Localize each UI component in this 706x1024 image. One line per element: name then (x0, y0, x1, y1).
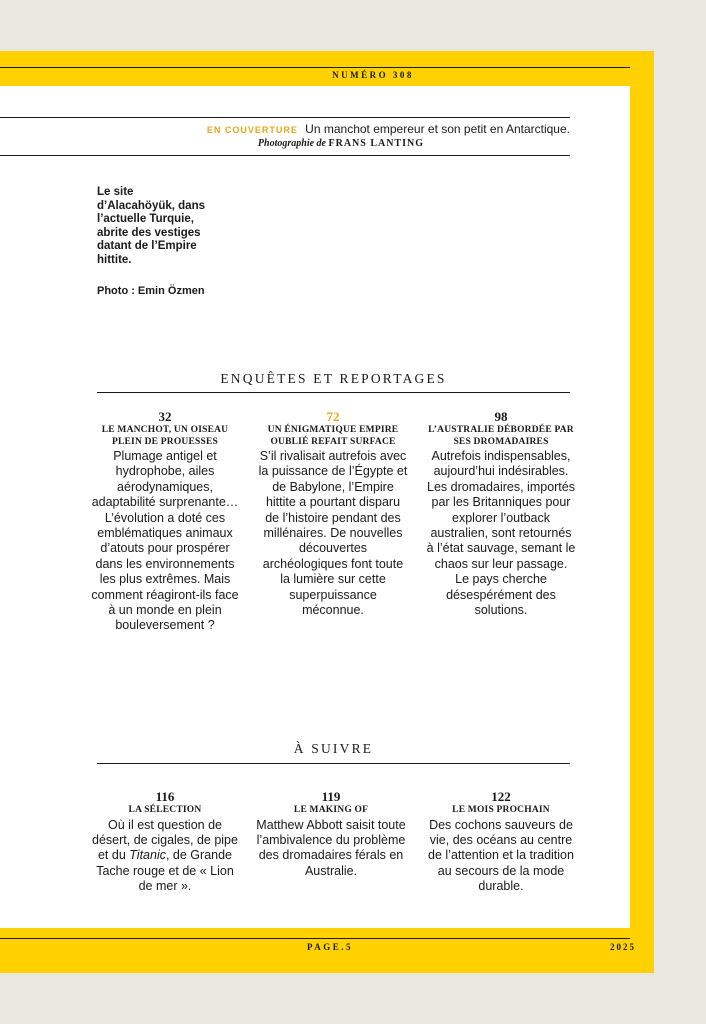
features-rule (97, 392, 570, 393)
cover-rule-bottom (0, 155, 570, 156)
feature-item[interactable] (90, 409, 240, 634)
cover-text: Un manchot empereur et son petit en Antarctique. (305, 122, 570, 136)
next-section-title: À SUIVRE (293, 741, 374, 756)
feature-text: Plumage antigel et hydrophobe, ailes aérodynamiques, adaptabilité surprenante… L’évolution a doté ces emblématiques animaux d’atouts pour prospérer dans les environnements les plus extrêmes. Mais comment réagiront-ils face à un monde en plein bouleversement ? (91, 449, 239, 633)
next-headline: LA SÉLECTION (128, 805, 202, 815)
cover-credit-prefix: Photographie de (257, 138, 326, 149)
feature-headline: LE MANCHOT, UN OISEAU PLEIN DE PROUESSES (101, 425, 229, 447)
next-item[interactable] (256, 789, 406, 879)
feature-text: Autrefois indispensables, aujourd’hui indésirables. Les dromadaires, importés par les Britanniques pour explorer l’outback australien, sont retournés à l’état sauvage, semant le chaos sur leur passage. Le pays cherche désespérément des solutions. (426, 449, 576, 618)
footer-year: 2025 (610, 942, 636, 952)
next-text: Des cochons sauveurs de vie, des océans au centre de l’attention et la tradition au secours de la mode durable. (428, 817, 574, 894)
photo-credit: Photo : Emin Özmen (97, 285, 205, 297)
next-headline: LE MOIS PROCHAIN (452, 805, 550, 815)
next-page-number: 122 (491, 789, 511, 804)
cover-label: EN COUVERTURE (206, 125, 298, 135)
next-text (90, 818, 240, 895)
issue-number: NUMÉRO 308 (332, 70, 414, 80)
feature-text: S’il rivalisait autrefois avec la puissance de l’Égypte et de Babylone, l’Empire hittite a pourtant disparu de l’histoire pendant des millénaires. De nouvelles découvertes archéologiques font toute la lumière sur cette superpuissance méconnue. (258, 449, 408, 618)
next-page-number: 119 (321, 789, 341, 804)
feature-page-number: 98 (494, 409, 508, 424)
feature-headline: L’AUSTRALIE DÉBORDÉE PAR SES DROMADAIRES (428, 425, 574, 447)
footer-rule (0, 938, 630, 939)
feature-page-number: 72 (326, 409, 340, 424)
cover-description (0, 122, 570, 136)
next-page-number: 116 (155, 789, 175, 804)
feature-item[interactable] (426, 409, 576, 618)
next-text-part: , de Grande Tache rouge et de « Lion de mer ». (96, 848, 234, 894)
next-text: Matthew Abbott saisit toute l’ambivalence du problème des dromadaires férals en Australie. (256, 817, 406, 878)
photo-caption: Le site d’Alacahöyük, dans l’actuelle Turquie, abrite des vestiges datant de l’Empire hittite. (97, 186, 206, 266)
cover-rule-top (0, 117, 570, 118)
next-item[interactable] (426, 789, 576, 895)
cover-credit-name: FRANS LANTING (328, 138, 424, 149)
next-text-italic: Titanic (129, 848, 166, 863)
page-number: PAGE.5 (306, 942, 354, 952)
feature-item[interactable] (258, 409, 408, 618)
features-section-title: ENQUÊTES ET REPORTAGES (220, 371, 447, 386)
cover-credit (0, 138, 570, 149)
next-item[interactable] (90, 789, 240, 895)
next-rule (97, 763, 570, 764)
header-rule (0, 67, 630, 68)
feature-page-number: 32 (158, 409, 172, 424)
next-headline: LE MAKING OF (293, 805, 369, 815)
next-text-part: Où il est question de désert, de cigales, de pipe et du (92, 817, 238, 863)
feature-headline: UN ÉNIGMATIQUE EMPIRE OUBLIÉ REFAIT SURFACE (267, 425, 399, 447)
